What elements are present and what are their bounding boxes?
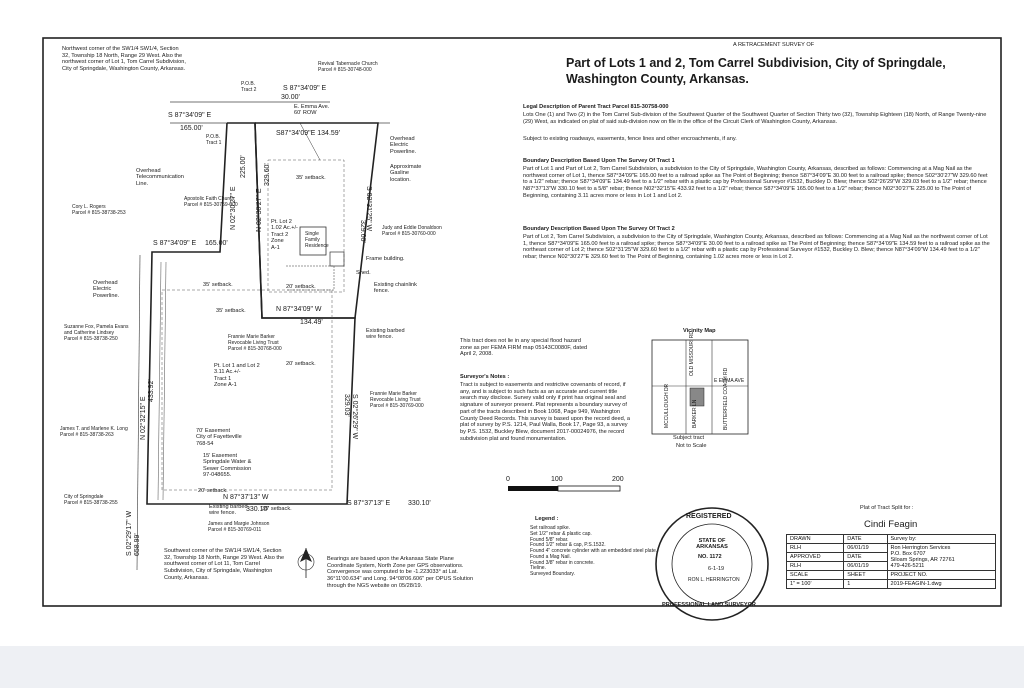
legend-item: Tieline.	[530, 565, 546, 572]
mid-distance: 165.00'	[205, 240, 228, 247]
subject-text: Subject to existing roadways, easements, fence lines and other encroachments, if any.	[523, 136, 737, 142]
seal-registered: REGISTERED	[686, 513, 732, 520]
seal-inner	[672, 524, 752, 604]
bearings-note: Bearings are based upon the Arkansas State Plane Coordinate System, North Zone per GPS observations. Convergence was computed to be -1.223033° at Lat. 36°11'00.634" and Long. 94°08'06.606" per OPUS Solution through the NGS website on 05/28/19.	[327, 556, 474, 589]
vicinity-nts-label: Not to Scale	[676, 443, 707, 449]
seal-number: NO. 1172	[698, 554, 722, 560]
legend-item: Set railroad spike.	[530, 525, 571, 531]
scale-value: 1" = 100'	[787, 580, 844, 589]
setback-20-mid: 20' setback.	[286, 361, 316, 367]
barker-parcel-1: Frannie Marie Barker Revocable Living Trust Parcel # 815-30768-000	[228, 334, 282, 352]
far-left-distance: 658.99'	[134, 533, 141, 556]
vicinity-road-butterfield: BUTTERFIELD COACH RD	[723, 367, 729, 430]
survey-by-label: Survey by:	[887, 535, 995, 544]
easement-line-2	[163, 262, 166, 500]
top-distance: 30.00'	[281, 94, 300, 101]
legend-item: Found 1/2" rebar & cap, P.S.1532.	[530, 542, 606, 549]
barbed-fence-1: Existing barbed wire fence.	[366, 328, 405, 341]
frame-building-label: Frame building.	[366, 256, 405, 262]
springdale-parcel: City of Springdale Parcel # 815-38738-255	[64, 494, 118, 506]
mid-bearing: S 87°34'09" E	[153, 240, 197, 247]
drawn-date: 06/01/19	[844, 544, 887, 553]
approved-by: RLH	[787, 562, 844, 571]
right-bearing: S 87°37'13" E	[347, 500, 391, 507]
project-value: 2019-FEAGIN-1.dwg	[887, 580, 995, 589]
setback-20: 20' setback.	[286, 284, 316, 290]
right1-distance: 329.03'	[343, 394, 350, 417]
seal-state: STATE OF ARKANSAS	[696, 538, 728, 551]
legend-item: Found 5/8" rebar.	[530, 536, 569, 543]
right1-bearing: S 02°26'29" W	[351, 394, 358, 440]
vicinity-road-barker: BARKER LN	[692, 399, 698, 428]
c1-distance: 225.00'	[240, 155, 247, 178]
easement-line-1	[158, 262, 161, 500]
viewer-footer-bar	[0, 646, 1024, 688]
approved-date-label: DATE	[844, 553, 887, 562]
seal-date: 6-1-19	[708, 566, 725, 572]
scale-bar-black	[508, 486, 558, 491]
powerline-right	[300, 123, 320, 160]
setback-35-mid: 35' setback.	[216, 308, 246, 314]
legend-title: Legend :	[535, 516, 559, 522]
right2-bearing: S 02°31'25" W	[365, 186, 372, 232]
johnson-parcel: James and Margie Johnson Parcel # 815-30769-011	[208, 521, 270, 533]
residence-label: Single Family Residence	[305, 231, 329, 249]
vicinity-subject-label: Subject tract	[673, 435, 705, 441]
pob-tract2: P.O.B. Tract 2	[241, 81, 257, 93]
scale-label-100: 100	[551, 476, 563, 483]
n-distance: 134.49'	[300, 319, 323, 326]
client-name: Cindi Feagin	[864, 519, 918, 530]
right-distance: 330.10'	[408, 500, 431, 507]
vicinity-road-old-missouri: OLD MISSOURI RD	[689, 330, 695, 376]
overhead-telecom: Overhead Telecommunication Line.	[136, 168, 184, 187]
left-bearing: N 02°32'15" E	[140, 396, 147, 440]
scale-label-0: 0	[506, 476, 510, 483]
lot2-label: Pt. Lot 2 1.02 Ac.+/- Tract 2 Zone A-1	[271, 219, 298, 251]
shed-label: Shed.	[356, 270, 371, 276]
legend-list	[520, 526, 660, 578]
title-block-heading: Plat of Tract Split for :	[860, 505, 914, 511]
vicinity-road-mccullough: MCCULLOUGH DR	[664, 383, 670, 428]
north-bearing-left: S 87°34'09" E	[168, 112, 212, 119]
seal-professional: PROFESSIONAL LAND SURVEYOR	[662, 602, 756, 608]
legend-item: Found a Mag Nail.	[530, 553, 571, 560]
scale-label: SCALE	[787, 571, 844, 580]
frame-building	[330, 252, 344, 266]
setback-35-left: 35' setback.	[203, 282, 233, 288]
chainlink-label: Existing chainlink fence.	[374, 282, 417, 295]
left-distance: 433.92'	[148, 379, 155, 402]
legend-item: Surveyed Boundary.	[530, 571, 575, 577]
gasline-label: Approximate Gasline location.	[390, 164, 422, 183]
parent-text: Lots One (1) and Two (2) in the Tom Carrel Sub-division of the Southwest Quarter of the Southwest Quarter of Section Thirty two (32), Township Eighteen (18) North, of Range Twenty-nine (29) West, as indicated on plat of said sub-division now on file in the office of the Circuit Clerk of Washington County, Arkansas.	[523, 112, 987, 125]
overhead-electric-right: Overhead Electric Powerline.	[390, 136, 417, 155]
c1-bearing: N 02°30'27" E	[230, 186, 237, 230]
cory-parcel: Cory L. Rogers Parcel # 815-38738-253	[72, 204, 126, 216]
nw-corner-note: Northwest corner of the SW1/4 SW1/4, Section 32, Township 18 North, Range 29 West. Also the northwest corner of Lot 1, Tom Carrel Subdivision, City of Springdale, Washington County, Arkansas.	[62, 46, 186, 73]
pob-tract1: P.O.B. Tract 1	[206, 134, 222, 146]
scale-label-200: 200	[612, 476, 624, 483]
barker-parcel-2: Frannie Marie Barker Revocable Living Trust Parcel # 815-30769-000	[370, 391, 424, 409]
north-distance-left: 165.00'	[180, 125, 203, 132]
long-parcel: James T. and Marlene K. Long Parcel # 815-38738-263	[60, 426, 128, 438]
revival-parcel: Revival Tabernacle Church Parcel # 815-30748-000	[318, 61, 378, 73]
seal-name: RON L. HERRINGTON	[688, 577, 740, 583]
tract1-text: Part of Lot 1 and Part of Lot 2, Tom Carrel Subdivision, a subdivision to the City of Springdale, Washington County, Arkansas, described as follows: Commencing at a Mag Nail as the northwest corner of Lot 1, thence S87°34'09"E 165.00 feet to a railroad spike as The Point of Beginning; thence S87°34'09"E 30.00 feet to a railroad spike; thence S02°30'27"W 329.60 feet to a 1/2" rebar; thence S87°34'09"E 134.49 feet to a 1/2" rebar with a plastic cap by Professional Surveyor #1532, Buckley D. Blew; thence S02°26'29"W 329.03 feet to a 1/2" rebar; thence N87°37'13"W 330.10 feet to a 5/8" rebar; thence N02°32'15"E 433.92 feet to a 1/2" rebar; thence S87°34'09"E 165.00 feet to a 1/2" rebar; thence N02°30'27"E 225.00 to The Point of Beginning, containing 3.11 acres more or less in Lot 1 and Lot 2.	[523, 166, 988, 199]
top-bearing: S 87°34'09" E	[283, 85, 327, 92]
road-label: E. Emma Ave. 60' ROW	[294, 104, 330, 117]
judy-parcel: Judy and Eddie Donaldson Parcel # 815-30760-000	[382, 225, 442, 237]
scale-bar-white	[558, 486, 620, 491]
drawn-label: DRAWN	[787, 535, 844, 544]
bottom-bearing: N 87°37'13" W	[223, 494, 269, 501]
easement-70: 70' Easement City of Fayetteville 768-54	[196, 428, 242, 447]
survey-type-label: A RETRACEMENT SURVEY OF	[733, 42, 815, 48]
project-label: PROJECT NO.	[887, 571, 995, 580]
lot12-label: Pt. Lot 1 and Lot 2 3.11 Ac.+/- Tract 1 Zone A-1	[214, 363, 260, 389]
title-block-table	[786, 534, 996, 589]
barbed-fence-2: Existing barbed wire fence.	[209, 504, 248, 517]
date-label: DATE	[844, 535, 887, 544]
c2-bearing: N 02°30'27" E	[256, 188, 263, 232]
parent-heading: Legal Description of Parent Tract Parcel 815-30758-000	[523, 104, 669, 110]
suzanne-parcel: Suzanne Fox, Pamela Evans and Catherine Lindsey Parcel # 815-38738-250	[64, 324, 129, 342]
vicinity-title: Vicinity Map	[683, 328, 716, 334]
n-bearing: N 87°34'09" W	[276, 306, 322, 313]
overhead-electric-left: Overhead Electric Powerline.	[93, 280, 120, 299]
bottom-distance: 330.10'	[246, 506, 269, 513]
drawn-by: RLH	[787, 544, 844, 553]
setback-20-low: 20' setback.	[198, 488, 228, 494]
setback-35-low: 35' setback.	[262, 506, 292, 512]
page-title: Part of Lots 1 and 2, Tom Carrel Subdivision, City of Springdale, Washington County, Arkansas.	[566, 56, 946, 86]
c2-distance: 329.60'	[264, 163, 271, 186]
surveyor-notes-heading: Surveyor's Notes :	[460, 374, 510, 380]
tract2-text: Part of Lot 2, Tom Carrel Subdivision, a subdivision to the City of Springdale, Washington County, Arkansas, described as follows: Commencing at a Mag Nail as the northwest corner of Lot 1, thence S87°34'09"E 165.00 feet to a railroad spike; thence S87°34'09"E 30.00 feet to a railroad spike as The Point of Beginning; thence S87°34'09"E 134.59 feet to a railroad spike as the northeast corner of Lot 2; thence S02°31'25"W 329.60 feet to a 1/2" rebar with a plastic cap by Professional Surveyor #1532, Buckley D. Blew; thence N87°34'09"W 134.49 feet to a 1/2" rebar; thence N02°30'27"E 329.60 feet to The Point of Beginning, containing 1.02 acres more or less in Lot 2.	[523, 234, 990, 261]
approved-label: APPROVED	[787, 553, 844, 562]
legend-item: Found 4" concrete cylinder with an embedded steel plate.	[530, 548, 658, 554]
legend-item: Found 3/8" rebar in concrete.	[530, 559, 595, 566]
flood-note: This tract does not lie in any special flood hazard zone as per FEMA FIRM map 05143C0080F, dated April 2, 2008.	[460, 338, 588, 358]
tract2-heading: Boundary Description Based Upon The Survey Of Tract 2	[523, 226, 675, 232]
approved-date: 06/01/19	[844, 562, 887, 571]
company-info: Ron Herrington Services P.O. Box 6707 Siloam Springs, AR 72761 479-426-5211	[887, 544, 995, 571]
sheet-value: 1	[844, 580, 887, 589]
setback-35-top: 35' setback.	[296, 175, 326, 181]
vicinity-road-emma: E EMMA AVE	[714, 378, 745, 384]
tract2-top-bearing: S87°34'09"E 134.59'	[276, 130, 341, 137]
easement-15: 15' Easement Springdale Water & Sewer Commission 97-048655.	[203, 453, 252, 479]
legend-item: Set 1/2" rebar & plastic cap.	[530, 530, 592, 537]
far-left-bearing: S 02°29'17" W	[126, 510, 133, 556]
sheet-label: SHEET	[844, 571, 887, 580]
right2-distance: 329.60'	[359, 220, 366, 243]
tract1-heading: Boundary Description Based Upon The Survey Of Tract 1	[523, 158, 675, 164]
surveyor-notes: Tract is subject to easements and restrictive covenants of record, if any, and is subject to such facts as an accurate and current title search may disclose. Survey valid only if print has original seal and signature of surveyor present. Plat represents a boundary survey of part of the tracts described in Book 1068, Page 949, Washington County Deed Records. This survey is based upon the record deed, a plat of survey by P.S. 1214, Paul Walla, Book 17, Page 93, a survey by P.S. 1532, Buckley Blew, document 2017-00024976, the record subdivision plat and found monumentation.	[460, 382, 630, 442]
sw-corner-note: Southwest corner of the SW1/4 SW1/4, Section 32, Township 18 North, Range 29 West. Also the southwest corner of Lot 11, Tom Carrel Subdivision, City of Springdale, Washington County, Arkansas.	[164, 548, 285, 581]
apostolic-parcel: Apostolic Faith Church Parcel # 815-30759-000	[184, 196, 238, 208]
